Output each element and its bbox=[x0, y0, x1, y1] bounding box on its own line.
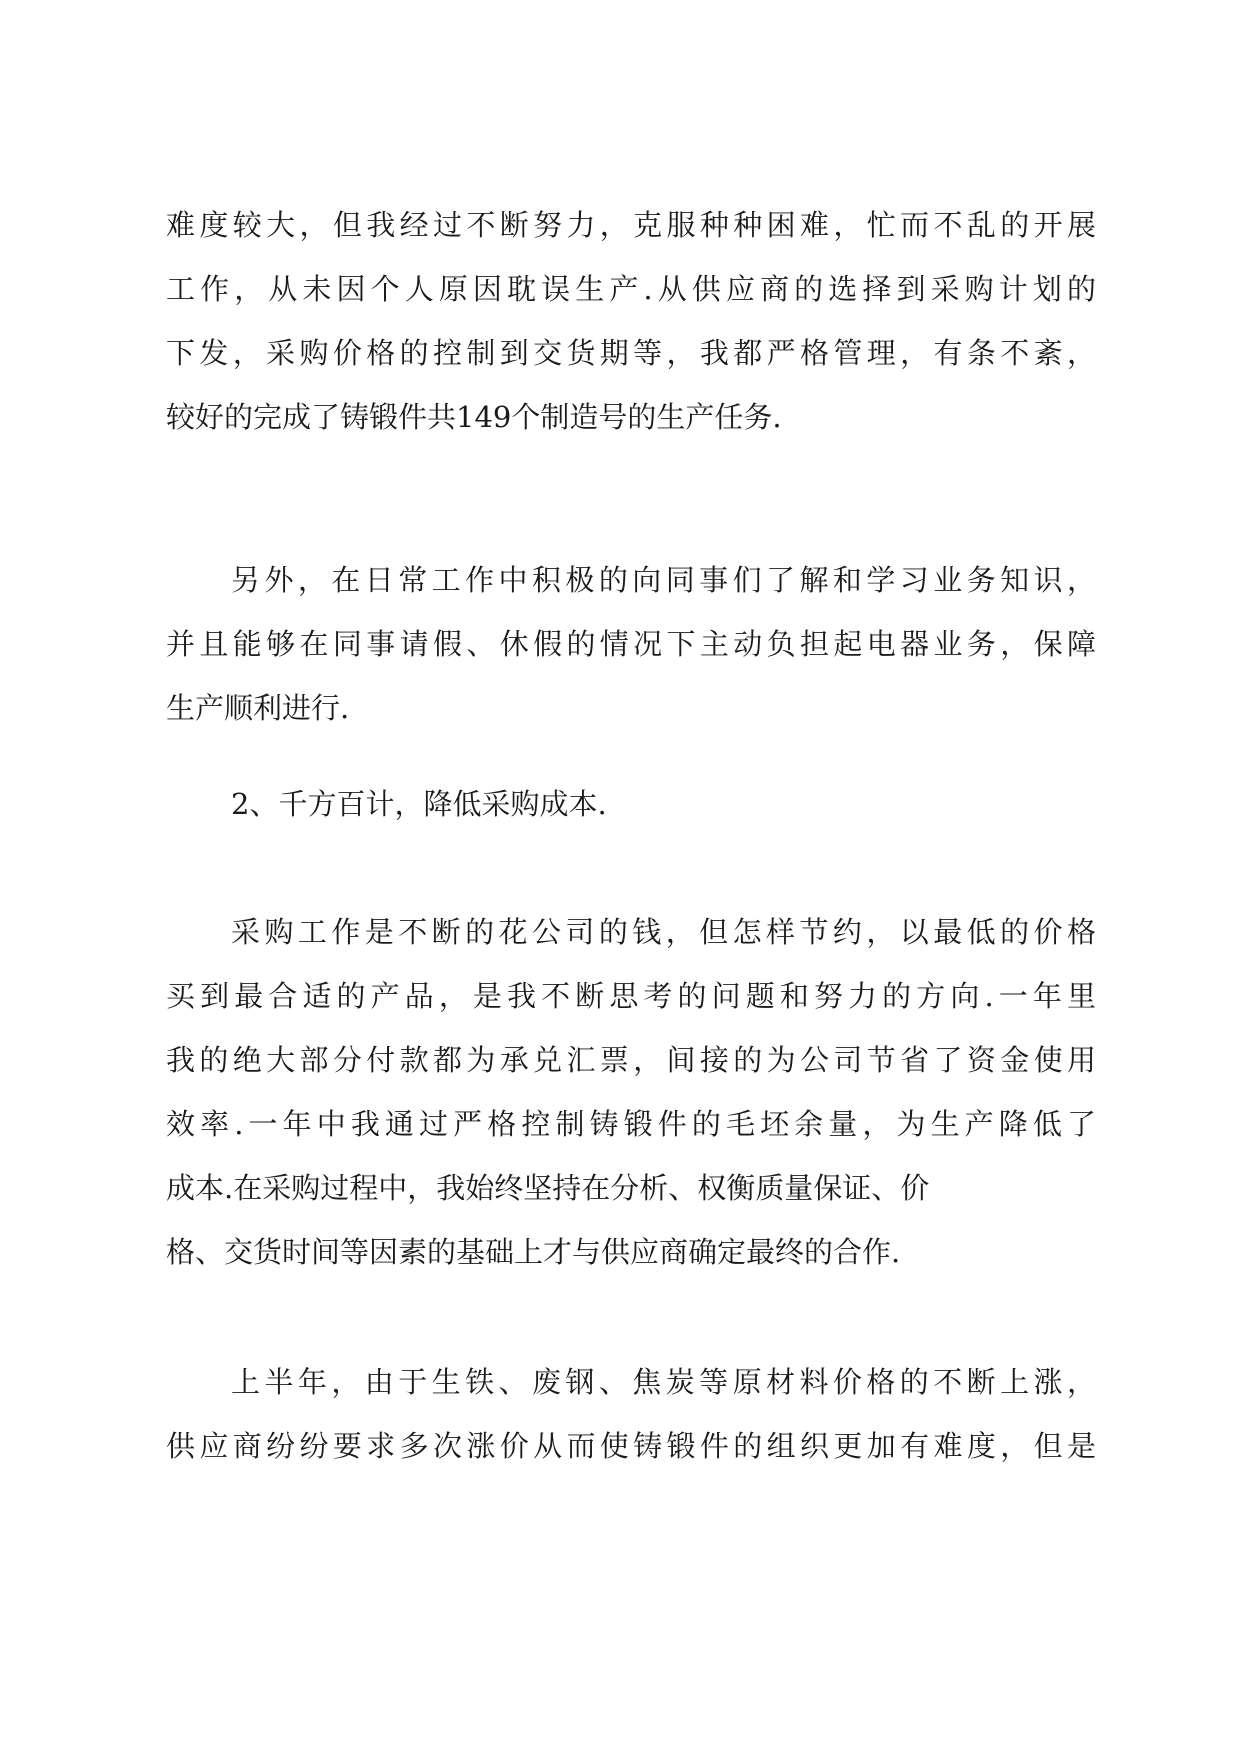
text-line: 供应商纷纷要求多次涨价从而使铸锻件的组织更加有难度，但是 bbox=[166, 1429, 1096, 1463]
paragraph-procurement-difficulty bbox=[166, 193, 1096, 449]
paragraph-learning-colleagues bbox=[166, 548, 1096, 740]
text-line: 工作，从未因个人原因耽误生产.从供应商的选择到采购计划的 bbox=[166, 272, 1096, 306]
text-line: 并且能够在同事请假、休假的情况下主动负担起电器业务，保障 bbox=[166, 627, 1096, 661]
section-heading: 2、千方百计，降低采购成本. bbox=[231, 787, 607, 821]
text-line: 生产顺利进行. bbox=[166, 691, 350, 725]
text-line: 买到最合适的产品，是我不断思考的问题和努力的方向.一年里 bbox=[166, 979, 1096, 1013]
text-line: 较好的完成了铸锻件共149个制造号的生产任务. bbox=[166, 400, 782, 434]
text-line: 另外，在日常工作中积极的向同事们了解和学习业务知识， bbox=[231, 563, 1096, 597]
text-line: 难度较大，但我经过不断努力，克服种种困难，忙而不乱的开展 bbox=[166, 208, 1096, 242]
text-line: 上半年，由于生铁、废钢、焦炭等原材料价格的不断上涨， bbox=[231, 1365, 1096, 1399]
text-line: 我的绝大部分付款都为承兑汇票，间接的为公司节省了资金使用 bbox=[166, 1043, 1096, 1077]
text-line: 下发，采购价格的控制到交货期等，我都严格管理，有条不紊， bbox=[166, 336, 1096, 370]
paragraph-cost-saving bbox=[166, 900, 1096, 1284]
text-line: 效率.一年中我通过严格控制铸锻件的毛坯余量，为生产降低了 bbox=[166, 1107, 1096, 1141]
text-line: 成本.在采购过程中，我始终坚持在分析、权衡质量保证、价 bbox=[166, 1171, 930, 1205]
section-heading-reduce-cost bbox=[166, 772, 1096, 836]
paragraph-first-half-year bbox=[166, 1350, 1096, 1478]
text-line: 采购工作是不断的花公司的钱，但怎样节约，以最低的价格 bbox=[231, 915, 1096, 949]
text-line: 格、交货时间等因素的基础上才与供应商确定最终的合作. bbox=[166, 1235, 901, 1269]
